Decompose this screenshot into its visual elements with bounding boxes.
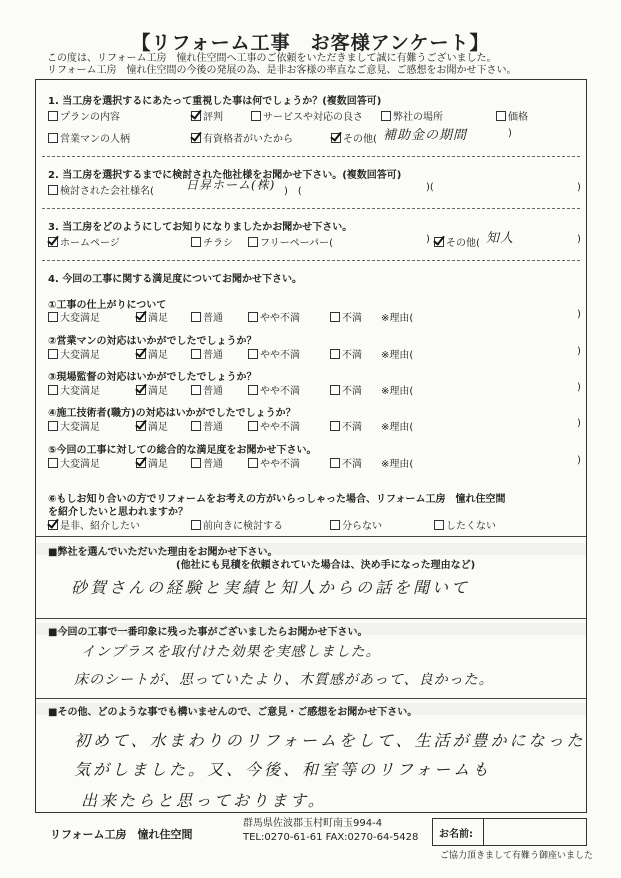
checkbox[interactable] (48, 421, 58, 431)
q1-other-answer[interactable]: 補助金の期間 (383, 128, 468, 143)
q4-3-satisfied[interactable]: 満足 (136, 382, 168, 397)
q4-item-5-question: ⑤今回の工事に対しての総合的な満足度をお聞かせ下さい。 (48, 445, 317, 456)
checkbox[interactable] (330, 421, 340, 431)
other-answer-line-2[interactable]: 気がしました。又、今後、和室等のリフォームも (74, 760, 492, 779)
checkbox[interactable] (248, 312, 258, 322)
q3-other-answer[interactable]: 知人 (486, 231, 515, 246)
checkbox[interactable] (248, 349, 258, 359)
q4-item-1-question: ①工事の仕上がりについて (48, 300, 167, 311)
checkbox[interactable] (48, 458, 58, 468)
q1-option-qualified[interactable]: 有資格者がいたから (191, 130, 293, 145)
q4-4-satisfied[interactable]: 満足 (136, 418, 168, 433)
checkbox-checked[interactable] (331, 133, 341, 143)
checkbox[interactable] (191, 385, 201, 395)
checkbox[interactable] (48, 312, 58, 322)
checkbox[interactable] (330, 458, 340, 468)
thanks-note: ご協力頂きまして有難う御座いました (440, 851, 594, 861)
footer-address: 群馬県佐波郡玉村町南玉994-4 (243, 818, 383, 829)
checkbox-checked[interactable] (48, 520, 58, 530)
checkbox-checked[interactable] (136, 349, 146, 359)
checkbox[interactable] (248, 385, 258, 395)
q3-option-freepaper[interactable]: フリーペーパー( (248, 234, 333, 249)
checkbox-checked[interactable] (136, 458, 146, 468)
checkbox[interactable] (191, 312, 201, 322)
q4-item-3-question: ③現場監督の対応はいかがでしたでしょうか？ (48, 372, 257, 383)
checkbox[interactable] (434, 520, 444, 530)
q6-option-no[interactable]: したくない (434, 517, 496, 532)
q1-option-plan[interactable]: プランの内容 (48, 108, 120, 123)
q3-question: 3. 当工房をどのようにしてお知りになりましたかお聞かせ下さい。 (48, 222, 353, 233)
checkbox-checked[interactable] (136, 421, 146, 431)
q1-option-location[interactable]: 弊社の場所 (381, 108, 443, 123)
reason-subheading: (他社にも見積を依頼されていた場合は、決め手になった理由など) (176, 560, 476, 571)
q1-option-other[interactable]: その他( (331, 130, 377, 145)
checkbox-checked[interactable] (136, 385, 146, 395)
q4-5-satisfied[interactable]: 満足 (136, 455, 168, 470)
checkbox[interactable] (48, 133, 58, 143)
q6-question-line-1: ⑥もしお知り合いの方でリフォームをお考えの方がいらっしゃった場合、リフォーム工房 憧れ住空間 (48, 494, 506, 505)
checkbox[interactable] (381, 111, 391, 121)
q4-4-reason[interactable]: ※理由( (381, 422, 414, 433)
q1-option-price[interactable]: 価格 (496, 108, 528, 123)
q2-question: 2. 当工房を選択するまでに検討された他社様をお聞かせ下さい。(複数回答可) (48, 170, 402, 181)
checkbox[interactable] (48, 349, 58, 359)
impression-answer-line-1[interactable]: インプラスを取付けた効果を実感しました。 (81, 644, 381, 660)
q4-3-somewhat-dissatisfied[interactable]: やや不満 (248, 382, 300, 397)
q4-3-neutral[interactable]: 普通 (191, 382, 223, 397)
q4-5-neutral[interactable]: 普通 (191, 455, 223, 470)
q1-option-salesperson[interactable]: 営業マンの人柄 (48, 130, 130, 145)
q4-2-dissatisfied[interactable]: 不満 (330, 346, 362, 361)
q4-2-satisfied[interactable]: 満足 (136, 346, 168, 361)
q4-1-somewhat-dissatisfied[interactable]: やや不満 (248, 309, 300, 324)
q6-question-line-2: を紹介したいと思われますか？ (48, 507, 188, 518)
q4-1-neutral[interactable]: 普通 (191, 309, 223, 324)
other-heading: ■その他、どのような事でも構いませんので、ご意見・ご感想をお聞かせ下さい。 (48, 707, 418, 718)
reason-heading: ■弊社を選んでいただいた理由をお聞かせ下さい。 (48, 547, 278, 558)
checkbox[interactable] (248, 421, 258, 431)
q4-3-reason[interactable]: ※理由( (381, 386, 414, 397)
checkbox[interactable] (191, 349, 201, 359)
checkbox-checked[interactable] (191, 133, 201, 143)
q4-2-somewhat-dissatisfied[interactable]: やや不満 (248, 346, 300, 361)
checkbox[interactable] (191, 458, 201, 468)
checkbox[interactable] (496, 111, 506, 121)
name-label: お名前: (439, 829, 473, 840)
checkbox[interactable] (330, 520, 340, 530)
q4-4-somewhat-dissatisfied[interactable]: やや不満 (248, 418, 300, 433)
q4-4-very-satisfied[interactable]: 大変満足 (48, 418, 100, 433)
q4-2-neutral[interactable]: 普通 (191, 346, 223, 361)
q4-5-very-satisfied[interactable]: 大変満足 (48, 455, 100, 470)
form-title: 【リフォーム工事 お客様アンケート】 (131, 32, 490, 54)
questionnaire-sheet: 1. 当工房を選択するにあたって重視した事は何でしょうか？(複数回答可) プランの内容 評判 サービスや対応の良さ 弊社の場所 価格 営業マンの人柄 有資格者がいたから その他( 補助金の期間 ) 2. 当工房を選択するまでに検討された他社様をお聞かせ下さい。(複数回答可) 検討された会社様名( 日昇ホーム(株) ) ( )( ) 3. 当工房をどのようにしてお知りになりましたかお聞かせ下さい。 ホームページ チラシ フリーペーパー( ) その他( 知人 ) 4. 今回の工事に関する満足度についてお聞かせ下さい。 ①工事の仕上がりについて 大変満足 満足 普通 やや不満 不満 ※理由( ) ②営業マンの対応はいかがでしたでしょうか？ 大変満足 満足 普通 やや不満 不満 ※理由( ) ③現場監督の対応はいかがでしたでしょうか？ 大変満足 満足 普通 やや不満 不満 ※理由( ) ④施工技術者(職方)の対応はいかがでしたでしょうか？ 大変満足 満足 普通 やや不満 不満 ※理由( ) ⑤今回の工事に対しての総合的な満足度をお聞かせ下さい。 大変満足 満足 普通 やや不満 不満 ※理由( ) ⑥もしお知り合いの方でリフォームをお考えの方がいらっしゃった場合、リフォーム工房 憧れ住空間 を紹介したいと思われますか？ 是非、紹介したい 前向きに検討する 分らない したくない ■弊社を選んでいただいた理由をお聞かせ下さい。 (他社にも見積を依頼されていた場合は、決め手になった理由など) 砂賀さんの経験と実績と知人からの話を聞いて ■今回の工事で一番印象に残った事がございましたらお聞かせ下さい。 インプラスを取付けた効果を実感しました。 床のシートが、思っていたより、木質感があって、良かった。 ■その他、どのような事でも構いませんので、ご意見・ご感想をお聞かせ下さい。 初めて、水まわりのリフォームをして、生活が豊かになった 気がしました。又、今後、和室等のリフォームも 出来たらと思っております。 (35, 79, 587, 813)
name-field[interactable] (432, 818, 587, 846)
checkbox[interactable] (248, 237, 258, 247)
q4-5-reason[interactable]: ※理由( (381, 459, 414, 470)
checkbox[interactable] (330, 385, 340, 395)
intro-line-2: リフォーム工房 憧れ住空間の今後の発展の為、是非お客様の率直なご意見、ご感想をお聞かせ下さい。 (47, 65, 517, 76)
q4-5-somewhat-dissatisfied[interactable]: やや不満 (248, 455, 300, 470)
q4-3-very-satisfied[interactable]: 大変満足 (48, 382, 100, 397)
footer-company: リフォーム工房 憧れ住空間 (50, 828, 193, 841)
q2-competitor-label[interactable]: 検討された会社様名( (48, 182, 154, 197)
q4-2-very-satisfied[interactable]: 大変満足 (48, 346, 100, 361)
q4-1-dissatisfied[interactable]: 不満 (330, 309, 362, 324)
q6-option-unsure[interactable]: 分らない (330, 517, 382, 532)
checkbox[interactable] (191, 520, 201, 530)
footer-phone: TEL:0270-61-61 FAX:0270-64-5428 (243, 832, 419, 843)
impression-answer-line-2[interactable]: 床のシートが、思っていたより、木質感があって、良かった。 (74, 672, 494, 688)
other-answer-line-3[interactable]: 出来たらと思っております。 (81, 791, 327, 810)
q4-1-satisfied[interactable]: 満足 (136, 309, 168, 324)
q4-1-very-satisfied[interactable]: 大変満足 (48, 309, 100, 324)
q4-1-reason[interactable]: ※理由( (381, 313, 414, 324)
checkbox[interactable] (330, 349, 340, 359)
q3-option-other[interactable]: その他( (434, 234, 480, 249)
q1-option-service[interactable]: サービスや対応の良さ (251, 108, 363, 123)
checkbox[interactable] (191, 237, 201, 247)
q4-5-dissatisfied[interactable]: 不満 (330, 455, 362, 470)
q4-3-dissatisfied[interactable]: 不満 (330, 382, 362, 397)
q4-4-dissatisfied[interactable]: 不満 (330, 418, 362, 433)
reason-answer[interactable]: 砂賀さんの経験と実績と知人からの話を聞いて (71, 578, 471, 597)
q1-option-reputation[interactable]: 評判 (191, 108, 223, 123)
impression-heading: ■今回の工事で一番印象に残った事がございましたらお聞かせ下さい。 (48, 627, 368, 638)
q3-option-homepage[interactable]: ホームページ (48, 234, 120, 249)
checkbox[interactable] (251, 111, 261, 121)
q2-competitor-answer[interactable]: 日昇ホーム(株) (186, 178, 276, 192)
checkbox[interactable] (48, 385, 58, 395)
q4-item-4-question: ④施工技術者(職方)の対応はいかがでしたでしょうか？ (48, 408, 296, 419)
checkbox-checked[interactable] (434, 237, 444, 247)
q4-item-2-question: ②営業マンの対応はいかがでしたでしょうか？ (48, 336, 257, 347)
checkbox[interactable] (330, 312, 340, 322)
q4-2-reason[interactable]: ※理由( (381, 350, 414, 361)
checkbox[interactable] (48, 185, 58, 195)
q4-heading: 4. 今回の工事に関する満足度についてお聞かせ下さい。 (48, 274, 303, 285)
checkbox[interactable] (191, 421, 201, 431)
checkbox-checked[interactable] (48, 237, 58, 247)
checkbox-checked[interactable] (191, 111, 201, 121)
q4-4-neutral[interactable]: 普通 (191, 418, 223, 433)
q6-option-consider[interactable]: 前向きに検討する (191, 517, 283, 532)
checkbox[interactable] (48, 111, 58, 121)
q6-option-yes[interactable]: 是非、紹介したい (48, 517, 140, 532)
q1-question: 1. 当工房を選択するにあたって重視した事は何でしょうか？(複数回答可) (48, 96, 382, 107)
q3-option-flyer[interactable]: チラシ (191, 234, 233, 249)
other-answer-line-1[interactable]: 初めて、水まわりのリフォームをして、生活が豊かになった (74, 731, 586, 750)
checkbox[interactable] (248, 458, 258, 468)
checkbox-checked[interactable] (136, 312, 146, 322)
intro-line-1: この度は、リフォーム工房 憧れ住空間へ工事のご依頼をいただきまして誠に有難うございました。 (47, 53, 497, 64)
